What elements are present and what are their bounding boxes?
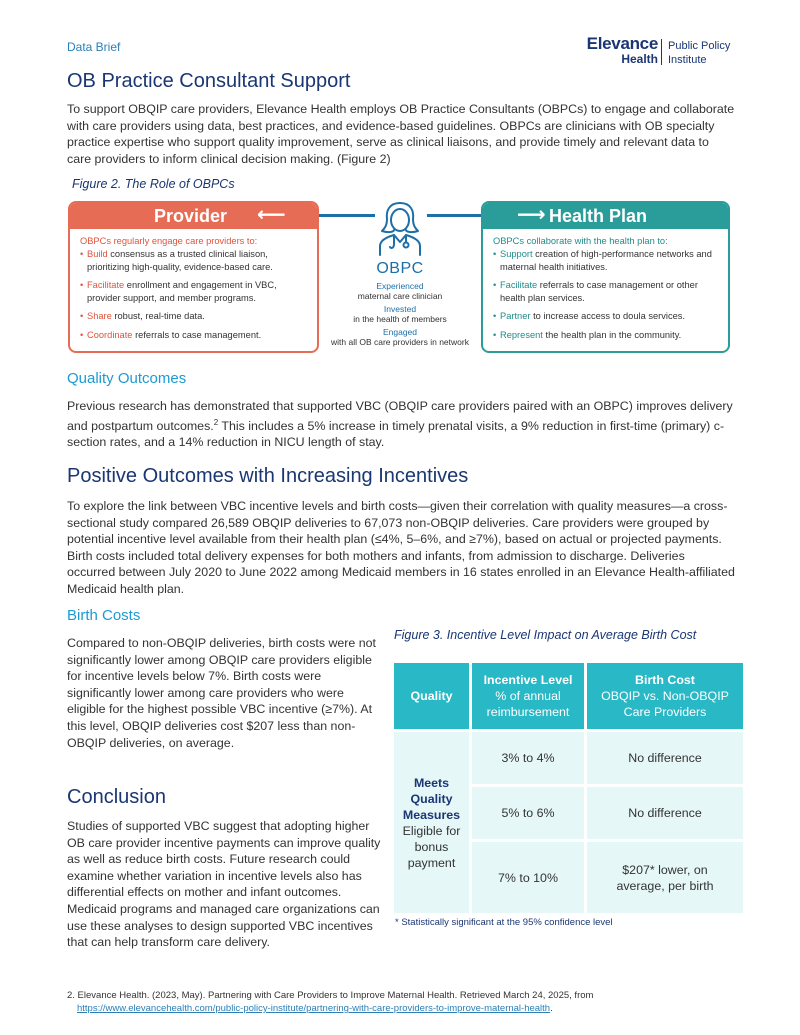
obpc-attribute-desc: with all OB care providers in network xyxy=(331,337,469,347)
obpc-attribute-label: Engaged xyxy=(382,327,418,337)
section-body-conclusion: Studies of supported VBC suggest that adopting higher OB care provider incentive payments can improve quality as well as reduce birth costs. Future research could examine whether variation in incentive levels also has differential effects on mother and infant outcomes. Medicaid programs and managed care organizations can use these analyses to design supported VBC incentives that can help transform care delivery. xyxy=(67,819,381,950)
subsection-title-birth-costs: Birth Costs xyxy=(67,607,141,624)
logo-institute-text: Public Policy Institute xyxy=(668,40,731,66)
list-item: • Partner to increase access to doula services. xyxy=(493,310,722,323)
subsection-body-quality-outcomes: Previous research has demonstrated that supported VBC (OBQIP care providers paired with an OBPC) improves delivery and postpartum outcomes.$^2$ This includes a 5% increase in timely prenatal visits, a 9% reduction in first-time (primary) c-section rates, and a 14% reduction in NICU length of stay. xyxy=(67,399,733,450)
elevance-logo xyxy=(580,36,740,68)
provider-list xyxy=(80,248,311,341)
list-item: • Facilitate referrals to case management or other health plan services. xyxy=(493,279,722,304)
obpc-center xyxy=(322,200,478,347)
figure-2-caption: Figure 2. The Role of OBPCs xyxy=(72,177,235,191)
table-row: No difference xyxy=(587,732,743,784)
list-item: • Coordinate referrals to case management. xyxy=(80,329,311,342)
health-plan-intro: OBPCs collaborate with the health plan to: xyxy=(493,236,668,246)
section-title-conclusion: Conclusion xyxy=(67,786,166,808)
clinician-icon xyxy=(374,200,426,256)
table-row: 7% to 10% xyxy=(472,842,584,913)
obpc-attribute-desc: in the health of members xyxy=(353,314,447,324)
obpc-attribute-label: Experienced xyxy=(376,281,424,291)
table-header-incentive: Incentive Level % of annual reimbursement xyxy=(472,663,584,729)
health-plan-list xyxy=(493,248,722,341)
reference-footnote: 2. Elevance Health. (2023, May). Partnering with Care Providers to Improve Maternal Health. Retrieved March 24, 2025, from https://www.elevancehealth.com/public-policy-institute/partnering-with-care-providers-to-improve-maternal-health. xyxy=(67,990,594,1014)
subsection-title-quality-outcomes: Quality Outcomes xyxy=(67,370,187,387)
list-item: • Represent the health plan in the community. xyxy=(493,329,722,342)
subsection-body-birth-costs: Compared to non-OBQIP deliveries, birth costs were not significantly lower among OBQIP care providers eligible for incentive levels below 7%. Birth costs were significantly lower among care providers who were eligible for the highest possible VBC incentive (≥7%). At this level, OBQIP deliveries cost $207 less than non-OBQIP deliveries, on average. xyxy=(67,636,376,750)
table-row: 3% to 4% xyxy=(472,732,584,784)
logo-name: Elevance xyxy=(586,34,658,53)
arrow-left-icon: ⟵ xyxy=(257,204,286,226)
logo-divider xyxy=(661,39,662,65)
list-item: • Build consensus as a trusted clinical liaison, prioritizing high-quality, evidence-based care. xyxy=(80,248,311,273)
table-header-quality: Quality xyxy=(394,663,469,729)
obpc-title: OBPC xyxy=(376,260,424,277)
provider-intro: OBPCs regularly engage care providers to: xyxy=(80,236,258,246)
reference-link[interactable]: https://www.elevancehealth.com/public-policy-institute/partnering-with-care-providers-to-improve-maternal-health xyxy=(77,1003,551,1014)
section-title-obpc-support: OB Practice Consultant Support xyxy=(67,70,351,92)
arrow-right-icon: ⟶ xyxy=(517,204,546,226)
list-item: • Facilitate enrollment and engagement in VBC, provider support, and member programs. xyxy=(80,279,311,304)
section-body-positive-outcomes: To explore the link between VBC incentive levels and birth costs—given their correlation with quality measures—a cross-sectional study compared 26,589 OBQIP deliveries to 67,073 non-OBQIP deliveries. Care providers were grouped by potential incentive level available from their health plan (≤4%, 5–6%, and ≥7%), based on actual or projected payments. Birth costs included total delivery expenses for both mothers and infants, from admission to discharge. Deliveries occurred between July 2020 to June 2022 among Medicaid members in 16 states enrolled in an Elevance Health-affiliated Medicaid health plan. xyxy=(67,499,735,596)
incentive-table xyxy=(394,663,743,913)
document-type-label: Data Brief xyxy=(67,40,121,54)
obpc-attribute-label: Invested xyxy=(383,304,417,314)
provider-panel xyxy=(68,201,319,353)
health-plan-panel-header xyxy=(483,203,728,229)
section-title-positive-outcomes: Positive Outcomes with Increasing Incentives xyxy=(67,465,469,487)
table-header-birth-cost: Birth Cost OBQIP vs. Non-OBQIP Care Providers xyxy=(587,663,743,729)
section-body-obpc-support: To support OBQIP care providers, Elevance Health employs OB Practice Consultants (OBPCs) to engage and collaborate with care providers using data, best practices, and evidence-based guidelines. OBPCs are clinicians with OB specialty practice expertise who support quality improvement, serve as clinical liaisons, and provide timely and relevant data to care providers to inform clinical decision making. (Figure 2) xyxy=(67,102,735,166)
logo-health: Health xyxy=(621,52,658,66)
figure-3-caption: Figure 3. Incentive Level Impact on Average Birth Cost xyxy=(394,628,697,642)
provider-panel-header xyxy=(70,203,317,229)
quality-criteria-cell: Meets Quality Measures Eligible for bonus payment xyxy=(394,732,469,913)
health-plan-panel xyxy=(481,201,730,353)
provider-title: Provider xyxy=(154,206,228,226)
table-row: 5% to 6% xyxy=(472,787,584,839)
table-row: No difference xyxy=(587,787,743,839)
health-plan-title: Health Plan xyxy=(549,206,648,226)
obpc-attribute-desc: maternal care clinician xyxy=(357,291,443,301)
table-row: $207* lower, on average, per birth xyxy=(587,842,743,913)
list-item: • Share robust, real-time data. xyxy=(80,310,311,323)
table-footnote: * Statistically significant at the 95% confidence level xyxy=(395,917,613,928)
list-item: • Support creation of high-performance networks and maternal health initiatives. xyxy=(493,248,722,273)
